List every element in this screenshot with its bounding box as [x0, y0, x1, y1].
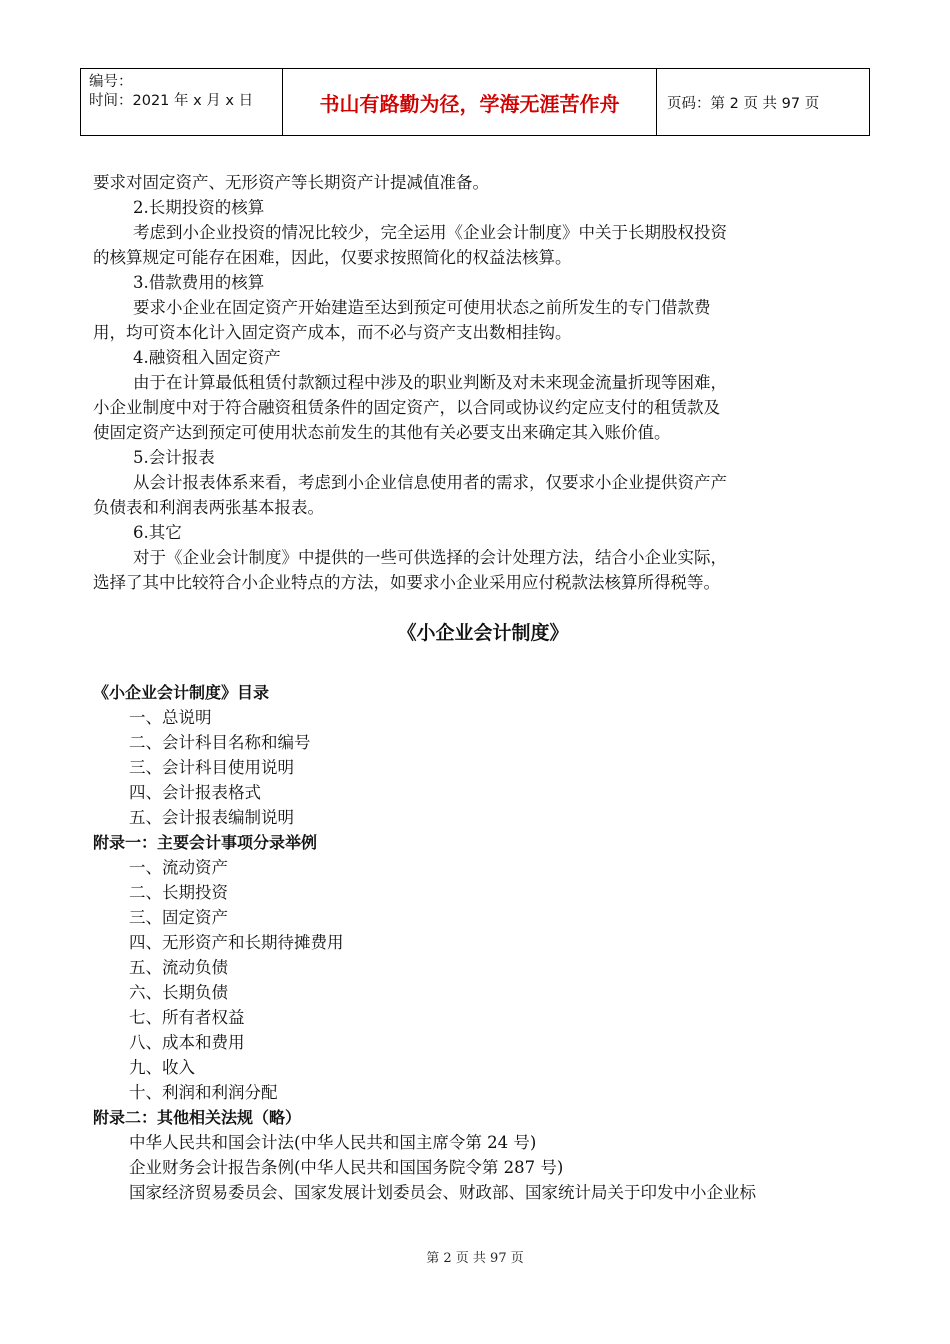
appendix2-item: 中华人民共和国会计法(中华人民共和国主席令第 24 号): [129, 1133, 537, 1152]
toc-item: 二、会计科目名称和编号: [129, 733, 311, 752]
document-time: 时间：2021 年 x 月 x 日: [89, 93, 254, 109]
appendix1-item: 二、长期投资: [129, 883, 228, 902]
body-line: 要求对固定资产、无形资产等长期资产计提减值准备。: [93, 173, 489, 192]
body-line: 考虑到小企业投资的情况比较少，完全运用《企业会计制度》中关于长期股权投资: [133, 223, 727, 242]
appendix1-item: 十、利润和利润分配: [129, 1083, 278, 1102]
appendix1-item: 六、长期负债: [129, 983, 228, 1002]
appendix1-item: 七、所有者权益: [129, 1008, 245, 1027]
appendix1-item: 三、固定资产: [129, 908, 228, 927]
appendix2-item: 国家经济贸易委员会、国家发展计划委员会、财政部、国家统计局关于印发中小企业标: [129, 1183, 756, 1202]
body-line: 使固定资产达到预定可使用状态前发生的其他有关必要支出来确定其入账价值。: [93, 423, 671, 442]
header-slogan: 书山有路勤为径，学海无涯苦作舟: [283, 69, 657, 135]
toc-item: 一、总说明: [129, 708, 212, 727]
body-line: 小企业制度中对于符合融资租赁条件的固定资产，以合同或协议约定应支付的租赁款及: [93, 398, 720, 417]
body-line: 选择了其中比较符合小企业特点的方法，如要求小企业采用应付税款法核算所得税等。: [93, 573, 720, 592]
appendix1-item: 八、成本和费用: [129, 1033, 245, 1052]
document-number: 编号：: [89, 74, 133, 90]
body-line: 要求小企业在固定资产开始建造至达到预定可使用状态之前所发生的专门借款费: [133, 298, 711, 317]
body-line: 用，均可资本化计入固定资产成本，而不必与资产支出数相挂钩。: [93, 323, 572, 342]
section-heading: 4.融资租入固定资产: [133, 348, 281, 367]
header-meta: [81, 69, 283, 135]
document-body: [93, 170, 873, 1205]
section-heading: 2.长期投资的核算: [133, 198, 265, 217]
body-line: 由于在计算最低租赁付款额过程中涉及的职业判断及对未来现金流量折现等困难，: [133, 373, 727, 392]
header-page-info: 页码：第 2 页 共 97 页: [667, 95, 820, 112]
body-line: 对于《企业会计制度》中提供的一些可供选择的会计处理方法，结合小企业实际，: [133, 548, 727, 567]
appendix1-heading: 附录一：主要会计事项分录举例: [93, 833, 318, 852]
document-title: 《小企业会计制度》: [397, 622, 569, 644]
appendix2-heading: 附录二：其他相关法规（略）: [93, 1108, 302, 1127]
page-header: [80, 68, 870, 136]
body-line: 的核算规定可能存在困难，因此，仅要求按照简化的权益法核算。: [93, 248, 572, 267]
appendix1-item: 一、流动资产: [129, 858, 228, 877]
appendix1-item: 五、流动负债: [129, 958, 228, 977]
appendix1-item: 四、无形资产和长期待摊费用: [129, 933, 344, 952]
body-line: 负债表和利润表两张基本报表。: [93, 498, 324, 517]
toc-item: 四、会计报表格式: [129, 783, 261, 802]
appendix1-item: 九、收入: [129, 1058, 195, 1077]
section-heading: 6.其它: [133, 523, 182, 542]
toc-item: 五、会计报表编制说明: [129, 808, 294, 827]
section-heading: 3.借款费用的核算: [133, 273, 265, 292]
body-line: 从会计报表体系来看，考虑到小企业信息使用者的需求，仅要求小企业提供资产产: [133, 473, 727, 492]
toc-item: 三、会计科目使用说明: [129, 758, 294, 777]
toc-heading: 《小企业会计制度》目录: [93, 683, 270, 702]
appendix2-item: 企业财务会计报告条例(中华人民共和国国务院令第 287 号): [129, 1158, 564, 1177]
page-footer: 第 2 页 共 97 页: [426, 1251, 524, 1266]
section-heading: 5.会计报表: [133, 448, 215, 467]
